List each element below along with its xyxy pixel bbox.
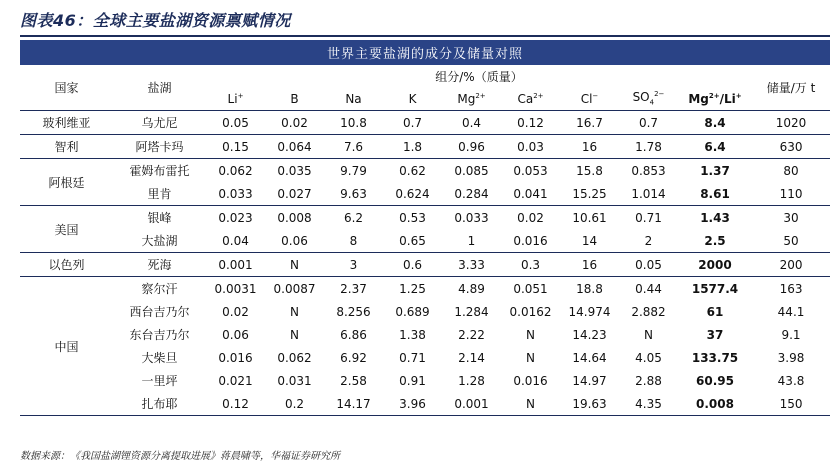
value-cell: 0.016 [513,373,548,388]
value-cell: 0.064 [265,135,324,159]
country-cell: 智利 [20,135,113,159]
value-cell: 0.12 [501,111,560,135]
reserve-cell: 50 [752,229,830,253]
value-cell: 0.06 [265,229,324,253]
value-cell: 0.02 [222,304,249,319]
reserve-cell: 163 [779,281,803,296]
column-header: B [265,87,324,111]
value-cell: 14 [560,229,619,253]
lake-cell: 扎布耶 [113,392,206,416]
lake-cell: 大柴旦 [141,351,178,365]
value-cell: 3 [324,253,383,277]
value-cell: 9.63 [324,182,383,206]
table-row [20,392,830,416]
value-cell: 0.3 [501,253,560,277]
value-cell: 0.65 [383,229,442,253]
value-cell: 10.61 [572,210,607,225]
value-cell: 0.71 [635,210,662,225]
value-cell: 0.44 [635,281,662,296]
value-cell: 0.53 [399,210,426,225]
column-header: $Mg^{2+}/Li^+$ [678,87,752,111]
reserve-cell: 630 [752,135,830,159]
table-row [20,135,830,159]
lake-cell: 死海 [113,253,206,277]
value-cell: 1 [442,229,501,253]
lake-cell: 大盐湖 [113,229,206,253]
value-cell: 0.001 [442,392,501,416]
value-cell: 14.64 [572,350,607,365]
value-cell: 1.25 [399,281,426,296]
value-cell: 0.085 [454,163,489,178]
value-cell: 0.12 [206,392,265,416]
value-cell: 4.35 [619,392,678,416]
lake-cell: 乌尤尼 [113,111,206,135]
value-cell: 18.8 [576,281,603,296]
country-cell: 阿根廷 [20,159,113,206]
lake-cell: 西台吉乃尔 [129,305,190,319]
value-cell: 0.027 [265,182,324,206]
country-cell: 中国 [20,277,113,416]
value-cell: 8 [324,229,383,253]
reserve-cell: 44.1 [777,304,805,319]
table-row [20,182,830,206]
lake-cell: 察尔汗 [141,282,178,296]
ratio-cell: 2.5 [678,229,752,253]
value-cell: 0.03 [501,135,560,159]
value-cell: 0.7 [383,111,442,135]
lake-cell: 银峰 [147,211,172,225]
value-cell: 2.22 [458,327,485,342]
column-header: Na [324,87,383,111]
value-cell: 10.8 [324,111,383,135]
value-cell: 3.33 [442,253,501,277]
ratio-cell: 37 [706,327,724,342]
value-cell: 0.02 [517,210,544,225]
lake-cell: 霍姆布雷托 [129,164,190,178]
value-cell: 2.882 [631,304,666,319]
value-cell: 0.031 [277,373,312,388]
lake-cell: 里肯 [113,182,206,206]
lake-cell: 一里坪 [141,374,178,388]
table-row [20,323,830,346]
value-cell: 0.051 [513,281,548,296]
reserve-cell: 3.98 [777,350,805,365]
ratio-cell: 60.95 [696,373,734,388]
value-cell: 0.02 [265,111,324,135]
value-cell: N [290,304,299,319]
ratio-cell: 8.61 [678,182,752,206]
value-cell: 2.88 [635,373,662,388]
value-cell: 0.96 [442,135,501,159]
reserve-cell: 1020 [752,111,830,135]
table-row [20,277,830,301]
ratio-cell: 8.4 [678,111,752,135]
table-row [20,111,830,135]
reserve-cell: 150 [752,392,830,416]
value-cell: 6.2 [343,210,364,225]
value-cell: 14.97 [572,373,607,388]
reserve-cell: 9.1 [781,327,801,342]
value-cell: 0.062 [277,350,312,365]
reserve-cell: 110 [752,182,830,206]
value-cell: 0.15 [206,135,265,159]
value-cell: 16.7 [560,111,619,135]
value-cell: 7.6 [324,135,383,159]
value-cell: 14.23 [572,327,607,342]
value-cell: 0.033 [206,182,265,206]
reserve-cell: 80 [783,163,799,178]
value-cell: 0.053 [513,163,548,178]
value-cell: 0.035 [277,163,312,178]
value-cell: 1.8 [383,135,442,159]
value-cell: 6.92 [340,350,367,365]
value-cell: 0.0031 [214,281,257,296]
value-cell: 0.021 [218,373,253,388]
salt-lake-table [20,40,830,416]
value-cell: 0.91 [399,373,426,388]
value-cell: 16 [560,253,619,277]
value-cell: 0.008 [277,210,312,225]
country-cell: 玻利维亚 [20,111,113,135]
header-country: 国家 [20,65,113,111]
value-cell: N [644,327,653,342]
column-header: Li+ [206,87,265,111]
column-header: Cl− [560,87,619,111]
column-header: $Mg^{2+}$ [442,87,501,111]
value-cell: N [526,350,535,365]
ratio-cell: 61 [706,304,724,319]
value-cell: N [526,327,535,342]
value-cell: 4.05 [635,350,662,365]
value-cell: 0.016 [501,229,560,253]
value-cell: 0.033 [454,210,489,225]
value-cell: 0.71 [399,350,426,365]
table-row [20,206,830,230]
value-cell: 16 [560,135,619,159]
value-cell: 0.016 [218,350,253,365]
value-cell: 0.624 [383,182,442,206]
value-cell: 2.14 [458,350,485,365]
value-cell: 14.974 [568,304,611,319]
value-cell: 0.6 [383,253,442,277]
column-header: $SO_4^{2-}$ [619,87,678,111]
figure-title: 图表46：全球主要盐湖资源禀赋情况 [20,11,291,30]
value-cell: 9.79 [340,163,367,178]
value-cell: 0.62 [399,163,426,178]
value-cell: 15.25 [560,182,619,206]
lake-cell: 阿塔卡玛 [113,135,206,159]
country-cell: 美国 [20,206,113,253]
table-row [20,300,830,323]
value-cell: 0.7 [619,111,678,135]
title-rule [20,35,830,37]
value-cell: 2.37 [340,281,367,296]
value-cell: 0.284 [442,182,501,206]
value-cell: 0.062 [218,163,253,178]
table-row [20,346,830,369]
value-cell: 1.78 [619,135,678,159]
table-row [20,253,830,277]
value-cell: 0.853 [631,163,666,178]
value-cell: 0.4 [442,111,501,135]
value-cell: 0.04 [206,229,265,253]
value-cell: 0.0162 [509,304,552,319]
reserve-cell: 30 [783,210,799,225]
value-cell: 1.014 [619,182,678,206]
value-cell: 15.8 [576,163,603,178]
value-cell: 0.2 [265,392,324,416]
value-cell: 0.689 [395,304,430,319]
table-row [20,229,830,253]
value-cell: 0.041 [501,182,560,206]
value-cell: 4.89 [458,281,485,296]
value-cell: 1.284 [454,304,489,319]
lake-cell: 东台吉乃尔 [129,328,190,342]
value-cell: 0.05 [619,253,678,277]
column-header: $Ca^{2+}$ [501,87,560,111]
value-cell: 0.06 [222,327,249,342]
table-row [20,369,830,392]
table-row [20,159,830,183]
value-cell: 0.05 [206,111,265,135]
value-cell: 3.96 [383,392,442,416]
value-cell: N [501,392,560,416]
ratio-cell: 1.43 [700,210,730,225]
ratio-cell: 2000 [678,253,752,277]
country-cell: 以色列 [20,253,113,277]
value-cell: 2 [619,229,678,253]
value-cell: 1.28 [458,373,485,388]
value-cell: N [290,327,299,342]
value-cell: N [265,253,324,277]
column-header: K [383,87,442,111]
header-reserve: 储量/万 t [752,65,830,111]
value-cell: 14.17 [324,392,383,416]
ratio-cell: 1.37 [700,163,730,178]
value-cell: 6.86 [340,327,367,342]
ratio-cell: 6.4 [678,135,752,159]
table-title: 世界主要盐湖的成分及储量对照 [20,40,830,65]
value-cell: 0.001 [206,253,265,277]
reserve-cell: 43.8 [777,373,805,388]
value-cell: 19.63 [560,392,619,416]
value-cell: 1.38 [399,327,426,342]
ratio-cell: 1577.4 [691,281,739,296]
value-cell: 2.58 [340,373,367,388]
header-lake: 盐湖 [113,65,206,111]
ratio-cell: 0.008 [678,392,752,416]
header-composition: 组分/%（质量） [435,69,523,84]
reserve-cell: 200 [752,253,830,277]
value-cell: 0.023 [218,210,253,225]
value-cell: 8.256 [336,304,371,319]
source-note: 数据来源：《我国盐湖锂资源分离提取进展》蒋晨啸等，华福证券研究所 [20,451,340,462]
ratio-cell: 133.75 [691,350,739,365]
value-cell: 0.0087 [273,281,316,296]
